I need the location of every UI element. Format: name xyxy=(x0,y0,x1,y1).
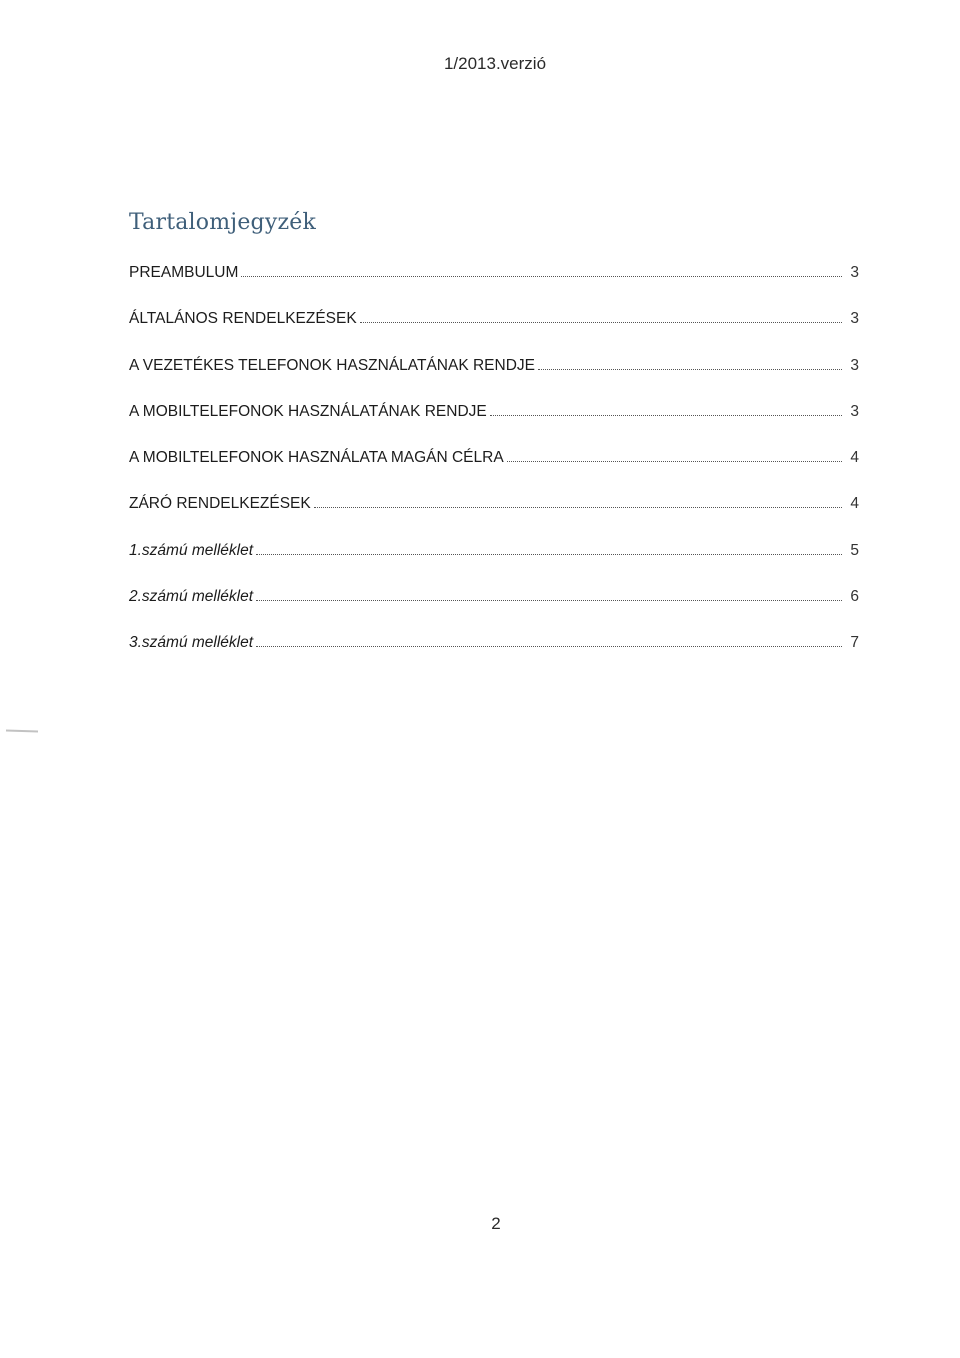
dot-leader xyxy=(490,414,842,416)
toc-entry-page: 3 xyxy=(850,356,859,374)
scan-artifact xyxy=(6,729,38,732)
dot-leader xyxy=(256,645,842,647)
toc-entry-melleklet-3[interactable] xyxy=(129,634,859,680)
dot-leader xyxy=(256,553,842,555)
table-of-contents xyxy=(129,264,859,681)
toc-entry-altalanos-rendelkezesek[interactable] xyxy=(129,310,859,356)
toc-entry-page: 5 xyxy=(850,541,859,559)
dot-leader xyxy=(538,368,842,370)
toc-title: Tartalomjegyzék xyxy=(129,210,316,235)
toc-entry-page: 4 xyxy=(850,449,859,467)
page-number: 2 xyxy=(491,1214,501,1233)
toc-entry-label: PREAMBULUM xyxy=(129,264,239,281)
toc-entry-page: 4 xyxy=(850,495,859,513)
toc-entry-label: A VEZETÉKES TELEFONOK HASZNÁLATÁNAK RENDJE xyxy=(129,356,535,374)
toc-entry-mobiltelefonok-rendje[interactable] xyxy=(129,403,859,449)
dot-leader xyxy=(256,599,842,601)
dot-leader xyxy=(314,506,842,508)
toc-entry-label: A MOBILTELEFONOK HASZNÁLATÁNAK RENDJE xyxy=(129,402,487,420)
toc-entry-mobiltelefonok-magan-celra[interactable] xyxy=(129,449,859,495)
dot-leader xyxy=(241,275,842,277)
toc-entry-label: 2.számú melléklet xyxy=(129,588,254,606)
toc-entry-page: 3 xyxy=(850,402,859,420)
toc-entry-label: 1.számú melléklet xyxy=(129,541,254,559)
toc-entry-label: A MOBILTELEFONOK HASZNÁLATA MAGÁN CÉLRA xyxy=(129,449,504,467)
toc-entry-label: ZÁRÓ RENDELKEZÉSEK xyxy=(129,495,311,513)
toc-entry-page: 6 xyxy=(850,588,859,606)
toc-entry-page: 3 xyxy=(850,264,859,281)
toc-entry-zaro-rendelkezesek[interactable] xyxy=(129,495,859,541)
toc-entry-preambulum[interactable] xyxy=(129,264,859,310)
dot-leader xyxy=(360,321,842,323)
toc-entry-melleklet-1[interactable] xyxy=(129,542,859,588)
toc-entry-page: 3 xyxy=(850,310,859,328)
toc-entry-melleklet-2[interactable] xyxy=(129,588,859,634)
dot-leader xyxy=(507,460,842,462)
version-header: 1/2013.verzió xyxy=(443,54,547,73)
toc-entry-page: 7 xyxy=(850,634,859,652)
toc-entry-label: ÁLTALÁNOS RENDELKEZÉSEK xyxy=(129,310,357,328)
toc-entry-label: 3.számú melléklet xyxy=(129,634,254,652)
toc-entry-vezetekes-telefonok[interactable] xyxy=(129,357,859,403)
